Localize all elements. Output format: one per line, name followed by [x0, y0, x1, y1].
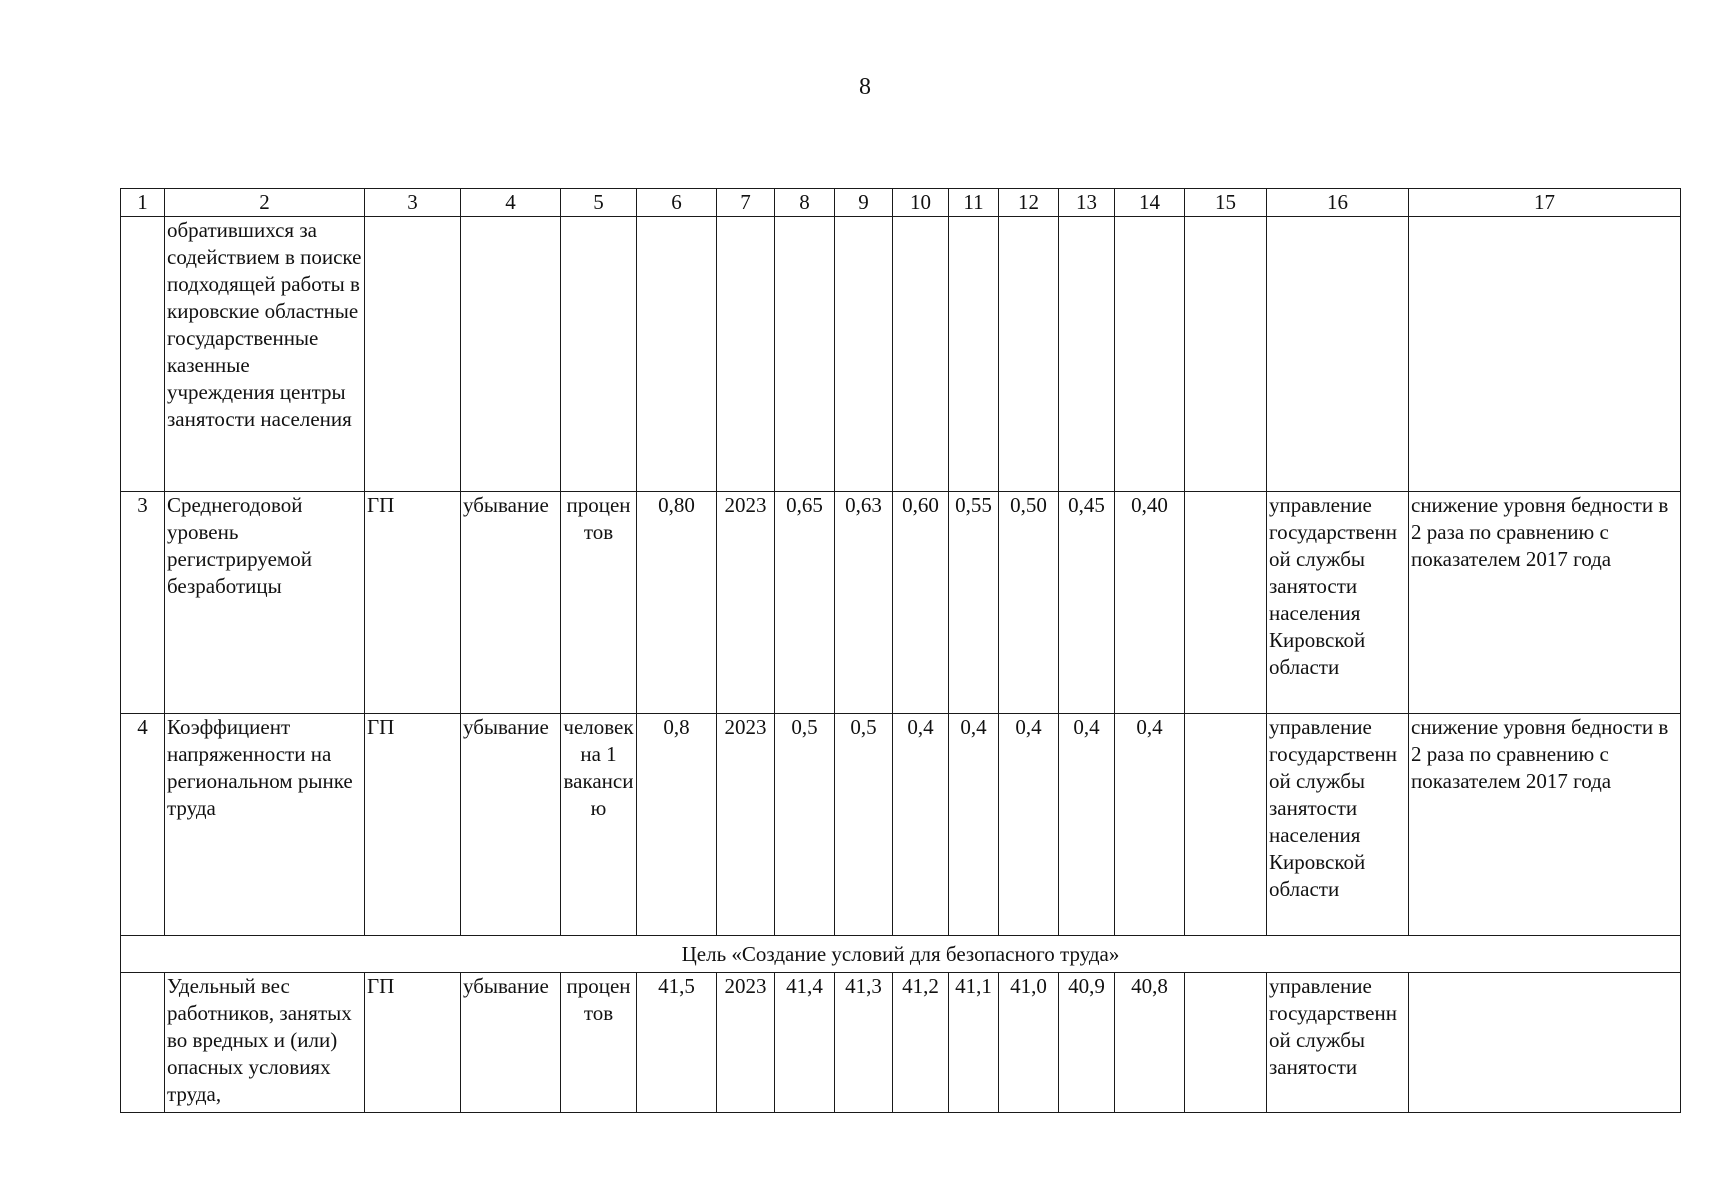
cell — [365, 217, 461, 492]
value-cell: 0,63 — [835, 492, 893, 714]
value-cell — [1185, 973, 1267, 1113]
value-cell: 41,3 — [835, 973, 893, 1113]
unit-cell: процентов — [561, 492, 637, 714]
column-number: 4 — [461, 189, 561, 217]
cell — [893, 217, 949, 492]
row-number — [121, 217, 165, 492]
indicator-name: Удельный вес работников, занятых во вредных и (или) опасных условиях труда, — [165, 973, 365, 1113]
responsible — [1267, 217, 1409, 492]
cell — [1059, 217, 1115, 492]
column-number: 11 — [949, 189, 999, 217]
value-cell: 40,9 — [1059, 973, 1115, 1113]
base-year-cell: 2023 — [717, 714, 775, 936]
column-number: 13 — [1059, 189, 1115, 217]
indicator-name: Среднегодовой уровень регистрируемой безработицы — [165, 492, 365, 714]
value-cell: 0,4 — [1059, 714, 1115, 936]
value-cell: 0,45 — [1059, 492, 1115, 714]
value-cell: 0,4 — [1115, 714, 1185, 936]
goal-heading: Цель «Создание условий для безопасного труда» — [121, 936, 1681, 973]
cell — [835, 217, 893, 492]
column-number: 1 — [121, 189, 165, 217]
value-cell: 40,8 — [1115, 973, 1185, 1113]
responsible: управление государственной службы занятости — [1267, 973, 1409, 1113]
trend-cell: убывание — [461, 492, 561, 714]
trend-cell: убывание — [461, 973, 561, 1113]
table-row — [121, 973, 1681, 1113]
column-number: 6 — [637, 189, 717, 217]
indicator-name: Коэффициент напряженности на региональном рынке труда — [165, 714, 365, 936]
goal-link: снижение уровня бедности в 2 раза по сравнению с показателем 2017 года — [1409, 492, 1681, 714]
indicators-table — [120, 188, 1681, 1113]
base-year-cell: 2023 — [717, 492, 775, 714]
value-cell: 0,4 — [999, 714, 1059, 936]
source-cell: ГП — [365, 714, 461, 936]
cell — [775, 217, 835, 492]
goal-link: снижение уровня бедности в 2 раза по сравнению с показателем 2017 года — [1409, 714, 1681, 936]
row-number: 3 — [121, 492, 165, 714]
cell — [461, 217, 561, 492]
column-number: 16 — [1267, 189, 1409, 217]
column-number: 9 — [835, 189, 893, 217]
cell — [1185, 217, 1267, 492]
value-cell: 0,40 — [1115, 492, 1185, 714]
column-number: 10 — [893, 189, 949, 217]
goal-row — [121, 936, 1681, 973]
cell — [949, 217, 999, 492]
source-cell: ГП — [365, 973, 461, 1113]
value-cell — [1185, 714, 1267, 936]
column-number: 3 — [365, 189, 461, 217]
table-row — [121, 217, 1681, 492]
trend-cell: убывание — [461, 714, 561, 936]
table-row — [121, 492, 1681, 714]
value-cell: 0,5 — [775, 714, 835, 936]
value-cell: 0,50 — [999, 492, 1059, 714]
base-year-cell: 2023 — [717, 973, 775, 1113]
base-value-cell: 0,8 — [637, 714, 717, 936]
unit-cell: человек на 1 вакансию — [561, 714, 637, 936]
base-value-cell: 41,5 — [637, 973, 717, 1113]
value-cell: 41,1 — [949, 973, 999, 1113]
row-number — [121, 973, 165, 1113]
column-number: 5 — [561, 189, 637, 217]
indicator-name: обратившихся за содействием в поиске подходящей работы в кировские областные государственные казенные учреждения центры занятости населения — [165, 217, 365, 492]
value-cell: 41,4 — [775, 973, 835, 1113]
value-cell: 0,65 — [775, 492, 835, 714]
value-cell: 0,4 — [893, 714, 949, 936]
column-number: 7 — [717, 189, 775, 217]
cell — [1115, 217, 1185, 492]
cell — [637, 217, 717, 492]
column-number: 17 — [1409, 189, 1681, 217]
value-cell — [1185, 492, 1267, 714]
goal-link — [1409, 973, 1681, 1113]
column-number: 2 — [165, 189, 365, 217]
source-cell: ГП — [365, 492, 461, 714]
cell — [561, 217, 637, 492]
goal-link — [1409, 217, 1681, 492]
column-number: 12 — [999, 189, 1059, 217]
unit-cell: процентов — [561, 973, 637, 1113]
page-number: 8 — [859, 74, 871, 100]
column-number: 8 — [775, 189, 835, 217]
column-numbers-row — [121, 189, 1681, 217]
value-cell: 0,60 — [893, 492, 949, 714]
value-cell: 41,2 — [893, 973, 949, 1113]
responsible: управление государственной службы занятости населения Кировской области — [1267, 492, 1409, 714]
column-number: 14 — [1115, 189, 1185, 217]
value-cell: 0,5 — [835, 714, 893, 936]
column-number: 15 — [1185, 189, 1267, 217]
table-row — [121, 714, 1681, 936]
value-cell: 0,55 — [949, 492, 999, 714]
responsible: управление государственной службы занятости населения Кировской области — [1267, 714, 1409, 936]
value-cell: 0,4 — [949, 714, 999, 936]
cell — [717, 217, 775, 492]
base-value-cell: 0,80 — [637, 492, 717, 714]
cell — [999, 217, 1059, 492]
row-number: 4 — [121, 714, 165, 936]
value-cell: 41,0 — [999, 973, 1059, 1113]
